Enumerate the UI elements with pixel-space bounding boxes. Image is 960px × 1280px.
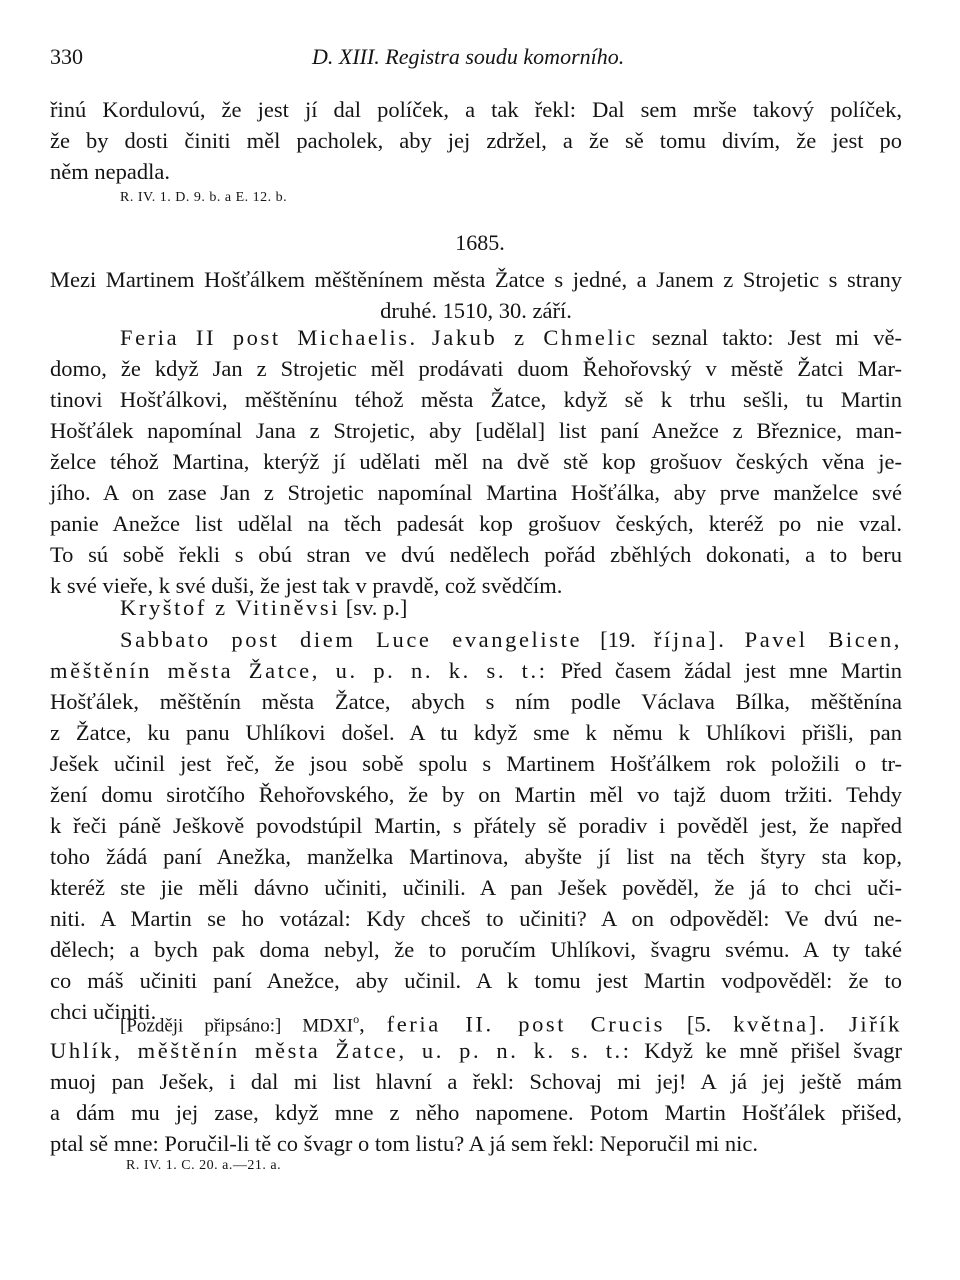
title-line: druhé. 1510, 30. září.	[380, 298, 572, 323]
text-line: panie Anežce list udělal na těch padesát kop grošuov českých, kteréž po nie vzal.	[50, 511, 902, 536]
paragraph-testimony-2	[50, 624, 902, 1027]
entry-number: 1685.	[455, 230, 505, 255]
witness-line: Kryštof z Vitiněvsi [sv. p.]	[120, 595, 408, 620]
text-line: ptal sě mne: Poručil-li tě co švagr o tom listu? A já sem řekl: Neporučil mi nic.	[50, 1131, 758, 1156]
text-line: jího. A on zase Jan z Strojetic napomínal Martina Hošťálka, aby prve manželce své	[50, 480, 902, 505]
text-line: kteréž ste jie měli dávno učiniti, učinili. A pan Ješek pověděl, že já to chci uči-	[50, 875, 902, 900]
text-line: želce téhož Martina, kterýž jí udělati měl na dvě stě kop grošuov českých věna je-	[50, 449, 902, 474]
text-line: měštěnín města Žatce, u. p. n. k. s. t.: Před časem žádal jest mne Martin	[50, 658, 902, 683]
text-line: muoj pan Ješek, i dal mi list hlavní a řekl: Schovaj mi jej! A já jej ještě mám	[50, 1069, 902, 1094]
paragraph-later-addition	[50, 1004, 902, 1159]
source-reference: R. IV. 1. D. 9. b. a E. 12. b.	[120, 190, 288, 205]
title-line: Mezi Martinem Hošťálkem měštěnínem města Žatce s jedné, a Janem z Strojetic s strany	[50, 267, 902, 292]
text-line: a dám mu jej zase, když mne z něho napomene. Potom Martin Hošťálek přišed,	[50, 1100, 902, 1125]
text-line: Hošťálek napomínal Jana z Strojetic, aby [udělal] list paní Anežce z Březnice, man-	[50, 418, 902, 443]
witness-name: Jakub z Chmelic	[431, 325, 638, 350]
text-line: Sabbato post diem Luce evangeliste [19. října]. Pavel Bicen,	[120, 627, 903, 652]
date-phrase: Feria II post Michaelis.	[120, 325, 418, 350]
entry-title	[50, 264, 902, 326]
source-reference: R. IV. 1. C. 20. a.—21. a.	[126, 1158, 282, 1173]
text-line: [Později připsáno:] MDXI$^o$, feria II. post Crucis [5. května]. Jiřík	[120, 1011, 903, 1037]
text-line: chci učiniti.	[50, 999, 157, 1024]
text-line: k řeči páně Ješkově povodstúpil Martin, s přátely sě poradiv i pověděl jest, že napřed	[50, 813, 902, 838]
witness-name: Jiřík	[849, 1011, 903, 1037]
text-line: Hošťálek, měštěnín města Žatce, abych s ním podle Václava Bílka, měštěnína	[50, 689, 902, 714]
running-title: D. XIII. Registra soudu komorního.	[312, 44, 625, 69]
text-line: dělech; a bych pak doma nebyl, že to poručím Uhlíkovi, švagru svému. A ty také	[50, 937, 902, 962]
paragraph-continuation	[50, 94, 902, 187]
page-header	[50, 44, 898, 74]
witness-name: Kryštof z Vitiněvsi	[120, 595, 341, 620]
text-line: něm nepadla.	[50, 159, 170, 184]
page-number: 330	[50, 44, 83, 69]
text-line: To sú sobě řekli s obú stran ve dvú nedělech pořád zběhlých dokonati, a to beru	[50, 542, 902, 567]
text-line: co máš učiniti paní Anežce, aby učinil. A k tomu jest Martin vodpověděl: že to	[50, 968, 902, 993]
text-line: niti. A Martin se ho votázal: Kdy chceš to učiniti? A on odpověděl: Ve dvú ne-	[50, 906, 902, 931]
text-line: žení domu sirotčího Řehořovského, že by on Martin měl vo tajž duom tržiti. Tehdy	[50, 782, 902, 807]
text-line: tinovi Hošťálkovi, měštěnínu téhož města Žatce, když sě k trhu sešli, tu Martin	[50, 387, 902, 412]
text-line: z Žatce, ku panu Uhlíkovi došel. A tu když sme k němu k Uhlíkovi přišli, pan	[50, 720, 902, 745]
text-line: řinú Kordulovú, že jest jí dal políček, a tak řekl: Dal sem mrše takový políček,	[50, 97, 902, 122]
text-line: k své vieře, k své duši, že jest tak v pravdě, což svědčím.	[50, 573, 563, 598]
text-line: toho žádá paní Anežka, manželka Martinova, abyšte jí list na těch štyry sta kop,	[50, 844, 902, 869]
text-line: domo, že když Jan z Strojetic měl prodávati duom Řehořovský v městě Žatci Mar-	[50, 356, 902, 381]
text-line: že by dosti činiti měl pacholek, aby jej zdržel, a že sě tomu divím, že jest po	[50, 128, 902, 153]
text-line: Ješek učinil jest řeč, že jsou sobě spolu s Martinem Hošťálkem rok položili o tr-	[50, 751, 902, 776]
witness-name: Pavel Bicen,	[744, 627, 903, 652]
text-line: Feria II post Michaelis. Jakub z Chmelic seznal takto: Jest mi vě-	[120, 325, 903, 350]
text-line: Uhlík, měštěnín města Žatce, u. p. n. k. s. t.: Když ke mně přišel švagr	[50, 1038, 903, 1063]
paragraph-testimony-1	[50, 322, 902, 601]
